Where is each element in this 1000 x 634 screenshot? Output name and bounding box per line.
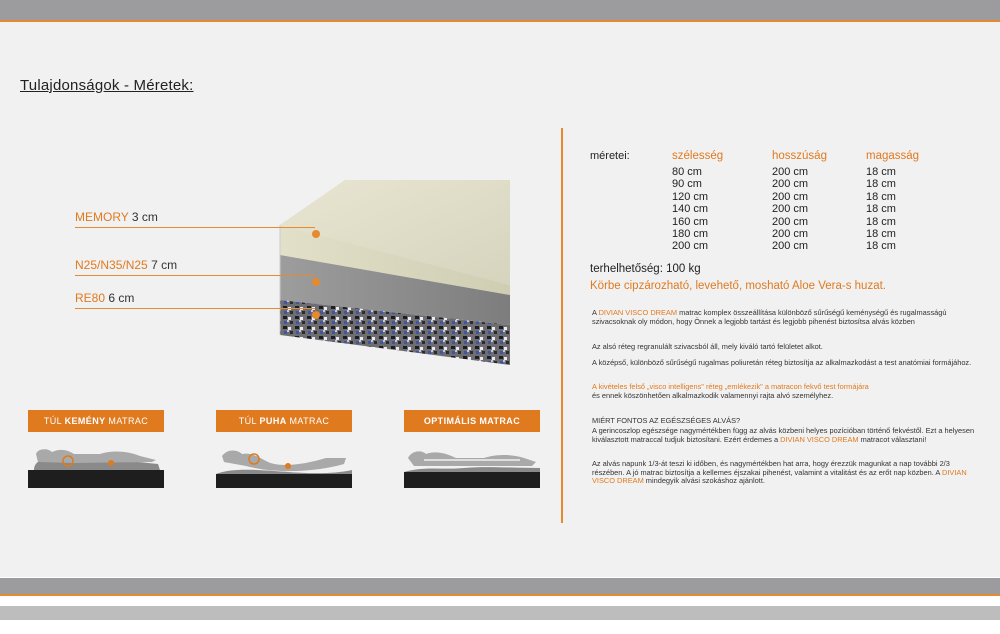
leader-dot [312,278,320,286]
desc-highlight-rest: és ennek köszönhetően alkalmazkodik valamennyi rajta alvó személyhez. [592,390,834,400]
cover-info: Körbe cipzározható, levehető, mosható Aloe Vera-s huzat. [590,280,886,292]
layer-size: 7 cm [151,258,178,272]
sleeper-on-hard-mattress-icon [28,432,164,488]
layer-size: 3 cm [131,210,158,224]
layer-name: N25/N35/N25 [75,258,148,272]
badge-title: OPTIMÁLIS MATRAC [404,410,540,432]
width-column [672,150,723,253]
length-value: 200 cm [772,203,809,216]
leader-dot [312,311,320,319]
layer-name: MEMORY [75,210,129,224]
width-value: 140 cm [672,203,709,216]
badge-title: TÚL PUHA MATRAC [216,410,352,432]
height-value: 18 cm [866,228,896,241]
desc-paragraph-3: A középső, különböző sűrűségű rugalmas poliuretán réteg biztosítja az alkalmazkodást a test anatómiai formájához. [592,358,972,367]
column-header: hosszúság [772,150,827,162]
height-value: 18 cm [866,215,896,228]
height-value: 18 cm [866,166,896,178]
column-header: szélesség [672,150,724,162]
length-value: 200 cm [772,166,809,178]
load-capacity: terhelhetőség: 100 kg [590,263,701,275]
vertical-divider [561,128,563,523]
layer-name: RE80 [75,291,106,305]
mattress-illustration [270,175,520,370]
bottom-accent-line [0,594,1000,596]
bottom-band-light [0,606,1000,620]
badge-optimal-mattress [404,410,540,488]
height-column [866,150,919,253]
desc-paragraph-2: Az alsó réteg regranulált szivacsból áll, mely kiváló tartó felületet alkot. [592,342,823,351]
column-header: magasság [866,150,920,162]
length-value: 200 cm [772,228,809,241]
leader-line [75,308,315,309]
sizes-label: méretei: [590,150,630,162]
length-value: 200 cm [772,240,809,253]
top-band [0,0,1000,20]
desc-paragraph-4 [592,383,977,400]
desc-paragraph-6: Az alvás napunk 1/3-át teszi ki időben, és nagymértékben hat arra, hogy érezzük magunkat a nap további 2/3 részében. A jó matrac biztosítja a kellemes éjszakai pihenést, valamint a vitalitást és az erőt nap közben. A DIVIAN VISCO DREAM mindegyik alvási szokáshoz ajánlott. [592,459,967,486]
length-value: 200 cm [772,215,809,228]
brand-name: DIVIAN VISCO DREAM [780,434,859,444]
length-value: 200 cm [772,190,809,203]
leader-line [75,227,315,228]
desc-highlight: A kivételes felső „visco intelligens" réteg „emlékezik" a matracon fekvő test formájára [592,382,869,391]
width-value: 90 cm [672,178,702,191]
width-value: 160 cm [672,215,709,228]
sleeper-on-optimal-mattress-icon [404,432,540,488]
width-value: 200 cm [672,240,709,253]
width-value: 120 cm [672,190,709,203]
brand-name: DIVIAN VISCO DREAM [598,308,678,317]
layer-label-n25 [75,258,177,272]
badge-hard-mattress [28,410,164,488]
width-value: 80 cm [672,166,702,178]
desc-paragraph-5: A gerincoszlop egészsége nagymértékben függ az alvás közbeni helyes pozícióban történő fekvéstől. Ezt a helyesen kiválasztott matraccal tudjuk biztosítani. Ezért érdemes a DIVIAN VISCO DREAM matracot választani! [592,426,975,444]
height-value: 18 cm [866,190,896,203]
width-value: 180 cm [672,228,709,241]
height-value: 18 cm [866,203,896,216]
height-value: 18 cm [866,240,896,253]
length-value: 200 cm [772,178,809,191]
leader-dot [312,230,320,238]
layer-size: 6 cm [108,291,135,305]
page-title: Tulajdonságok - Méretek: [20,77,194,94]
length-column [772,150,827,253]
sleeper-on-soft-mattress-icon [216,432,352,488]
leader-line [75,275,315,276]
layer-label-re80 [75,291,134,305]
height-value: 18 cm [866,178,896,191]
bottom-band [0,578,1000,594]
desc-heading: MIÉRT FONTOS AZ EGÉSZSÉGES ALVÁS? [592,416,741,425]
desc-paragraph-1: A DIVIAN VISCO DREAM matrac komplex összeállítása különböző sűrűségű keménységű és rugalmasságú szivacsoknak oly módon, hogy Önnek a legjobb tartást és legjobb pihenést biztosítsa alvás közben [592,308,947,326]
brand-name: DIVIAN VISCO DREAM [592,467,967,486]
badge-title: TÚL KEMÉNY MATRAC [28,410,164,432]
badge-soft-mattress [216,410,352,488]
layer-label-memory [75,210,158,224]
